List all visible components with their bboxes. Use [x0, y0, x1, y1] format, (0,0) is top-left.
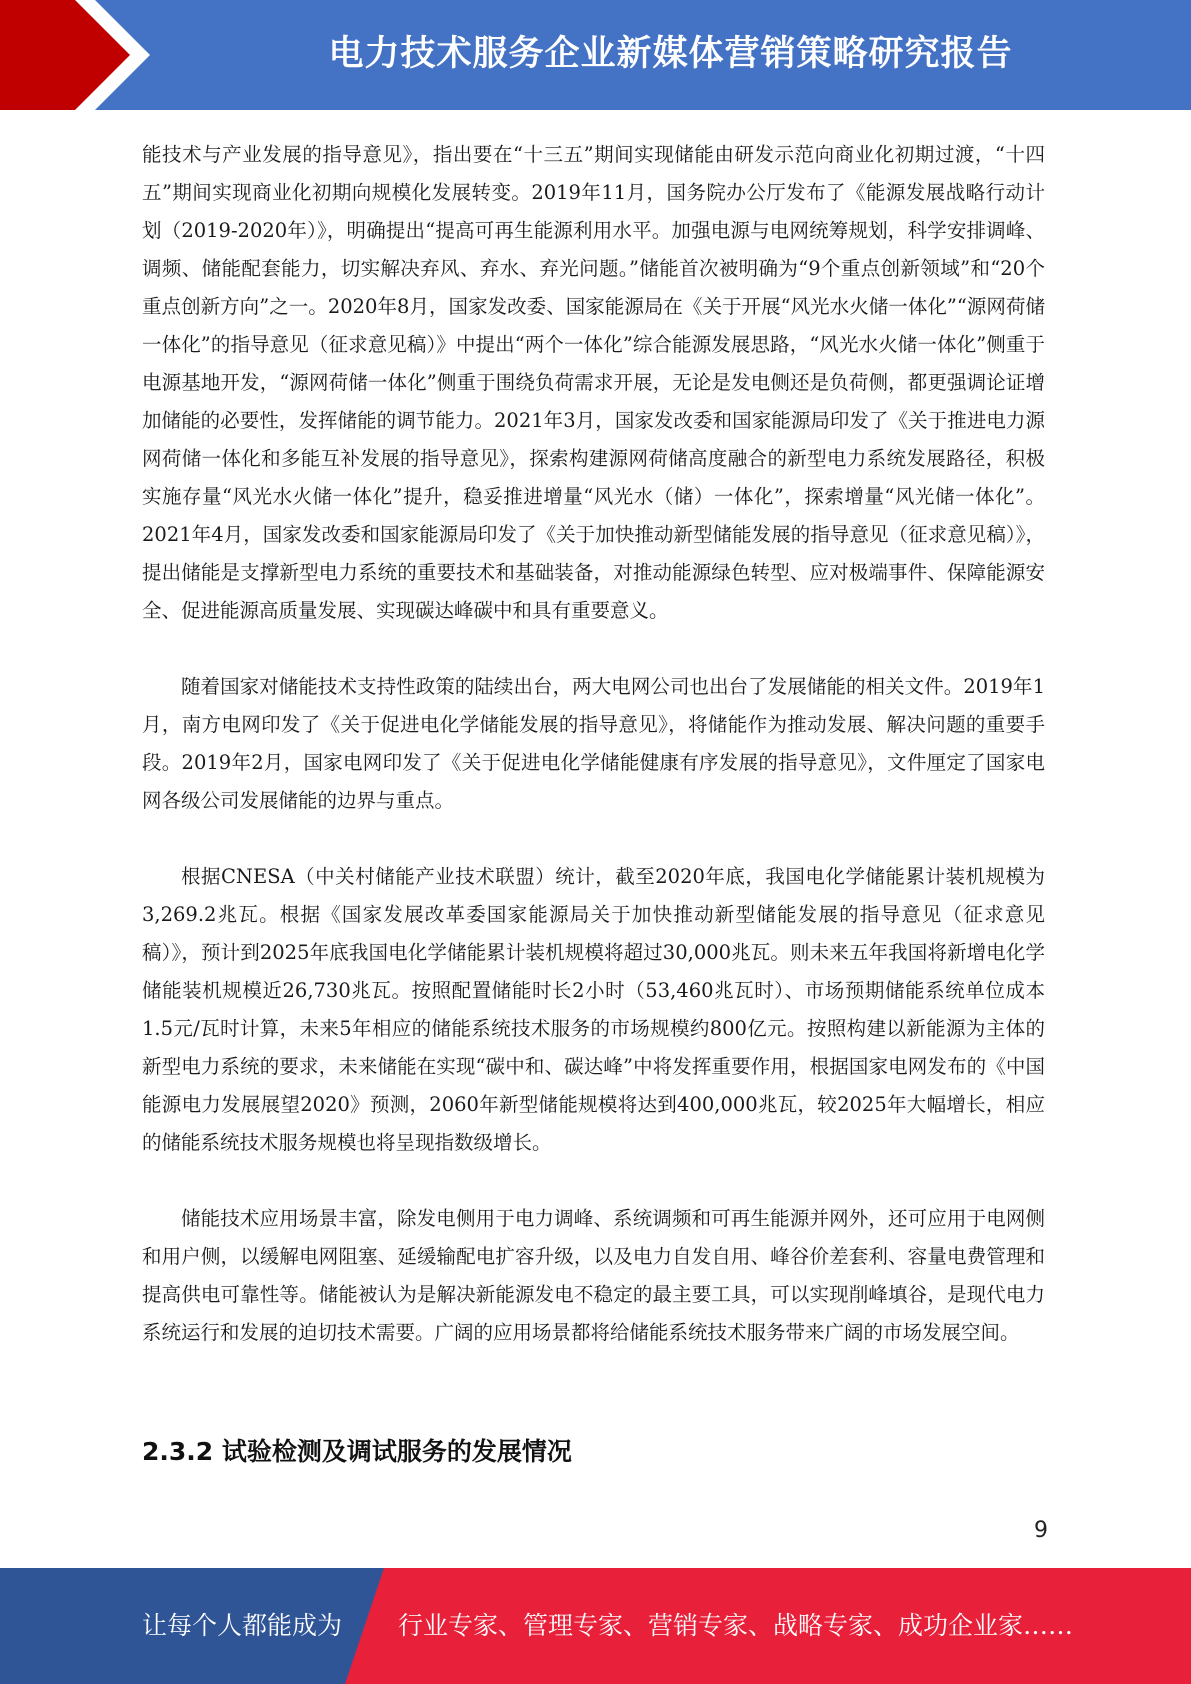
section-heading: 2.3.2 试验检测及调试服务的发展情况	[142, 1437, 572, 1466]
paragraph-grid-companies: 随着国家对储能技术支持性政策的陆续出台，两大电网公司也出台了发展储能的相关文件。2019年1月，南方电网印发了《关于促进电化学储能发展的指导意见》，将储能作为推动发展、解决问题的重要手段。2019年2月，国家电网印发了《关于促进电化学储能健康有序发展的指导意见》，文件厘定了国家电网各级公司发展储能的边界与重点。	[142, 675, 1045, 812]
paragraph-policy: 能技术与产业发展的指导意见》，指出要在“十三五”期间实现储能由研发示范向商业化初期过渡，“十四五”期间实现商业化初期向规模化发展转变。2019年11月，国务院办公厅发布了《能源发展战略行动计划（2019-2020年）》，明确提出“提高可再生能源利用水平。加强电源与电网统筹规划，科学安排调峰、调频、储能配套能力，切实解决弃风、弃水、弃光问题。”储能首次被明确为“9个重点创新领域”和“20个重点创新方向”之一。2020年8月，国家发改委、国家能源局在《关于开展“风光水火储一体化”“源网荷储一体化”的指导意见（征求意见稿）》中提出“两个一体化”综合能源发展思路，“风光水火储一体化”侧重于电源基地开发，“源网荷储一体化”侧重于围绕负荷需求开展，无论是发电侧还是负荷侧，都更强调论证增加储能的必要性，发挥储能的调节能力。2021年3月，国家发改委和国家能源局印发了《关于推进电力源网荷储一体化和多能互补发展的指导意见》，探索构建源网荷储高度融合的新型电力系统发展路径，积极实施存量“风光水火储一体化”提升，稳妥推进增量“风光水（储）一体化”，探索增量“风光储一体化”。2021年4月，国家发改委和国家能源局印发了《关于加快推动新型储能发展的指导意见（征求意见稿）》，提出储能是支撑新型电力系统的重要技术和基础装备，对推动能源绿色转型、应对极端事件、保障能源安全、促进能源高质量发展、实现碳达峰碳中和具有重要意义。	[142, 143, 1045, 622]
footer-slogan-right: 行业专家、管理专家、营销专家、战略专家、成功企业家……	[398, 1611, 1074, 1640]
page-footer	[0, 1568, 1191, 1684]
header-arrow-icon	[0, 0, 160, 110]
page-number: 9	[1034, 1518, 1048, 1543]
report-title: 电力技术服务企业新媒体营销策略研究报告	[328, 34, 1013, 74]
paragraph-market-size: 根据CNESA（中关村储能产业技术联盟）统计，截至2020年底，我国电化学储能累计装机规模为3,269.2兆瓦。根据《国家发展改革委国家能源局关于加快推动新型储能发展的指导意见（征求意见稿）》，预计到2025年底我国电化学储能累计装机规模将超过30,000兆瓦。则未来五年我国将新增电化学储能装机规模近26,730兆瓦。按照配置储能时长2小时（53,460兆瓦时）、市场预期储能系统单位成本1.5元/瓦时计算，未来5年相应的储能系统技术服务的市场规模约800亿元。按照构建以新能源为主体的新型电力系统的要求，未来储能在实现“碳中和、碳达峰”中将发挥重要作用，根据国家电网发布的《中国能源电力发展展望2020》预测，2060年新型储能规模将达到400,000兆瓦，较2025年大幅增长，相应的储能系统技术服务规模也将呈现指数级增长。	[142, 865, 1045, 1154]
page-header	[0, 0, 1191, 110]
paragraph-application-scenarios: 储能技术应用场景丰富，除发电侧用于电力调峰、系统调频和可再生能源并网外，还可应用于电网侧和用户侧，以缓解电网阻塞、延缓输配电扩容升级，以及电力自发自用、峰谷价差套利、容量电费管理和提高供电可靠性等。储能被认为是解决新能源发电不稳定的最主要工具，可以实现削峰填谷，是现代电力系统运行和发展的迫切技术需要。广阔的应用场景都将给储能系统技术服务带来广阔的市场发展空间。	[142, 1207, 1045, 1344]
body-content	[142, 136, 1045, 1390]
footer-slogan-left: 让每个人都能成为	[142, 1611, 343, 1640]
